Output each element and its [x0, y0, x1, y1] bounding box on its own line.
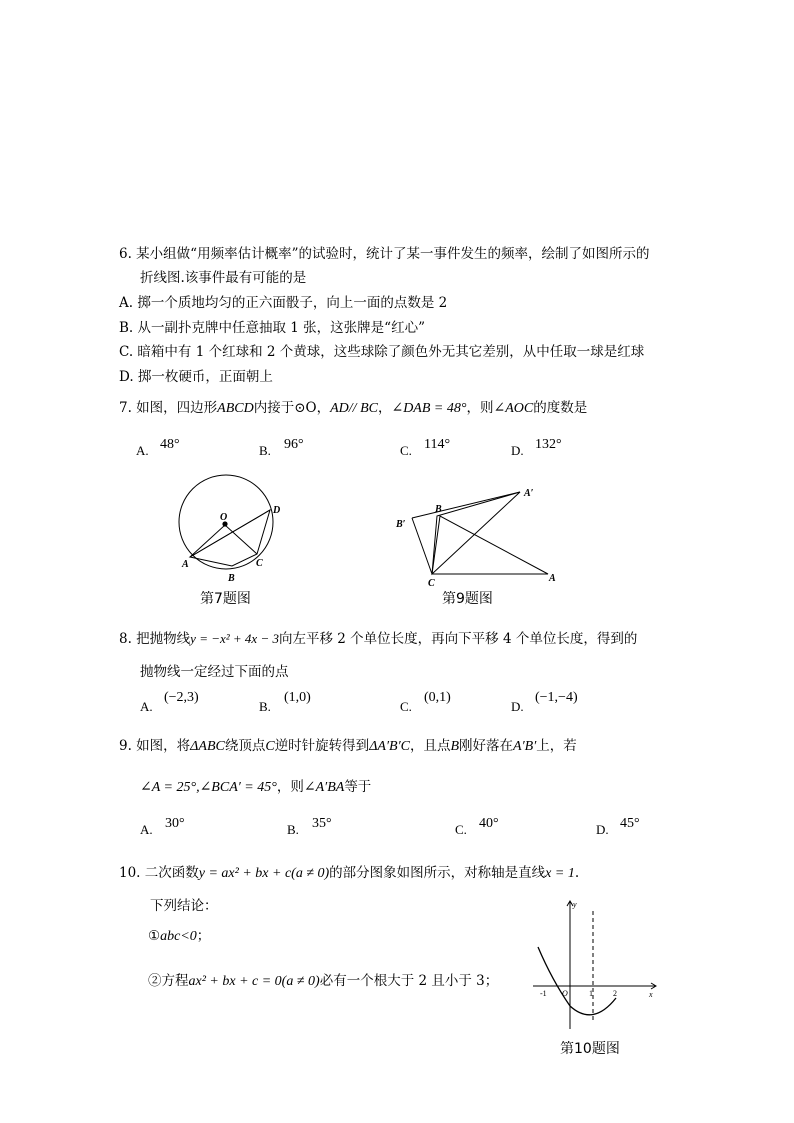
fig10-caption: 第10题图 [560, 1041, 620, 1057]
q7-math-abcd: ABCD [217, 401, 254, 416]
q9-option-a-value: 30° [165, 816, 185, 831]
q9-math-given-angles: ∠A = 25°,∠BCA′ = 45° [140, 780, 277, 795]
q9-line2 [140, 779, 371, 796]
q10-conclusions-label: 下列结论： [150, 898, 218, 914]
figure-7 [170, 470, 290, 588]
q9-option-c-value: 40° [479, 816, 499, 831]
q7-option-a-value: 48° [160, 437, 180, 452]
q9-math-target-angle: ∠A′BA [303, 780, 345, 795]
fig7-label-d: D [273, 505, 281, 516]
q10-c2-num: ②方程 [148, 973, 189, 989]
fig9-segment-bp-ap [412, 492, 520, 518]
q9-mid1: 绕顶点 [224, 738, 266, 754]
q10-prefix: 10. 二次函数 [119, 865, 199, 881]
q7-option-c-letter: C. [400, 443, 412, 458]
fig9-label-c: C [428, 578, 435, 589]
fig7-label-c: C [256, 558, 263, 569]
q8-option-b-letter: B. [259, 699, 271, 714]
q10-math-quadratic: y = ax² + bx + c(a ≠ 0) [198, 866, 330, 881]
q7-option-b-value: 96° [284, 437, 304, 452]
q7-math-parallel: AD// BC [330, 401, 378, 416]
q9-stem [119, 738, 577, 755]
q9-suffix: 上，若 [536, 738, 577, 754]
q9-line2-mid: ，则 [276, 779, 304, 795]
q10-suffix: . [574, 865, 580, 881]
q9-option-d-value: 45° [620, 816, 640, 831]
fig7-label-o: O [220, 512, 228, 523]
q7-prefix: 7. 如图，四边形 [119, 400, 218, 416]
q6-option-d: D. 掷一枚硬币，正面朝上 [119, 369, 273, 385]
q9-prefix: 9. 如图，将 [119, 738, 191, 754]
q7-sep: ， [377, 400, 392, 416]
q8-stem [119, 631, 637, 647]
fig9-caption: 第9题图 [442, 591, 493, 607]
fig9-label-a: A [549, 573, 556, 584]
q7-option-d-value: 132° [535, 437, 562, 452]
q7-suffix: 的度数是 [533, 400, 588, 416]
q6-stem-line2: 折线图.该事件最有可能的是 [140, 270, 307, 286]
figure-9 [390, 480, 570, 590]
q10-c1-end: ； [196, 928, 211, 944]
q10-c2-math: ax² + bx + c = 0(a ≠ 0) [188, 974, 320, 989]
q7-option-b-letter: B. [259, 443, 271, 458]
fig9-label-bp: B′ [396, 519, 406, 530]
figure-10 [528, 895, 663, 1035]
q9-math-triangle-abc: ΔABC [190, 739, 225, 754]
q8-prefix: 8. 把抛物线 [119, 631, 191, 647]
q8-option-d-letter: D. [511, 699, 524, 714]
q8-math-parabola: y = −x² + 4x − 3 [190, 631, 279, 646]
fig10-label-x: x [649, 990, 653, 999]
q10-conclusion-1 [148, 928, 210, 945]
fig7-caption: 第7题图 [200, 591, 251, 607]
q8-option-a-letter: A. [140, 699, 153, 714]
q6-option-b: B. 从一副扑克牌中任意抽取 1 张，这张牌是“红心” [119, 320, 425, 336]
fig9-label-b: B [435, 504, 442, 515]
q7-option-a-letter: A. [136, 443, 149, 458]
q7-option-d-letter: D. [511, 443, 524, 458]
q10-conclusion-2 [148, 973, 498, 990]
fig7-label-b: B [228, 573, 235, 584]
q7-option-c-value: 114° [424, 437, 451, 452]
q9-mid4: 刚好落在 [459, 738, 514, 754]
fig10-label-o: O [562, 989, 568, 998]
fig7-radii [190, 525, 257, 557]
q8-option-a-value: (−2,3) [164, 690, 199, 705]
q9-mid3: ，且点 [409, 738, 451, 754]
q9-math-triangle-rotated: ΔA′B′C [369, 739, 410, 754]
q9-option-a-letter: A. [140, 822, 153, 837]
fig9-label-ap: A′ [524, 488, 534, 499]
fig9-segment-bp-c [412, 518, 432, 574]
q8-line2: 抛物线一定经过下面的点 [140, 664, 289, 680]
q9-math-segment: A′B′ [513, 739, 537, 754]
fig10-parabola [538, 947, 616, 1015]
q8-option-c-letter: C. [400, 699, 412, 714]
fig9-triangle-rotated [432, 492, 520, 574]
q8-option-d-value: (−1,−4) [535, 690, 578, 705]
fig10-label-2: 2 [613, 989, 617, 998]
q8-option-b-value: (1,0) [284, 690, 311, 705]
fig7-label-a: A [182, 559, 189, 570]
fig10-label-y: y [573, 900, 577, 909]
q6-stem-line1: 6. 某小组做“用频率估计概率”的试验时，统计了某一事件发生的频率，绘制了如图所示的 [119, 246, 650, 262]
q7-math-angle-dab: ∠DAB = 48° [391, 401, 467, 416]
q9-math-b: B [450, 739, 460, 754]
q7-math-angle-aoc: ∠AOC [493, 401, 534, 416]
q10-stem [119, 865, 579, 882]
q6-option-c: C. 暗箱中有 1 个红球和 2 个黄球，这些球除了颜色外无其它差别，从中任取一球是红球 [119, 344, 645, 360]
q10-c1-math: abc<0 [160, 929, 197, 944]
q8-option-c-value: (0,1) [424, 690, 451, 705]
q10-c1-num: ① [148, 928, 161, 944]
q9-option-b-value: 35° [312, 816, 332, 831]
q9-option-c-letter: C. [455, 822, 467, 837]
q10-c2-end: 必有一个根大于 2 且小于 3； [319, 973, 499, 989]
fig10-label-neg1: -1 [540, 989, 547, 998]
q10-math-axis: x = 1 [545, 866, 575, 881]
fig9-triangle-original [432, 516, 548, 574]
q9-math-c: C [265, 739, 275, 754]
q9-mid2: 逆时针旋转得到 [274, 738, 370, 754]
q9-line2-suffix: 等于 [344, 779, 372, 795]
q7-stem [119, 400, 587, 417]
q7-mid1: 内接于⊙O， [253, 400, 331, 416]
q7-mid2: ，则 [466, 400, 494, 416]
q8-suffix: 向左平移 2 个单位长度，再向下平移 4 个单位长度，得到的 [278, 631, 638, 647]
q6-option-a: A. 掷一个质地均匀的正六面骰子，向上一面的点数是 2 [119, 295, 448, 311]
q10-mid1: 的部分图象如图所示，对称轴是直线 [329, 865, 546, 881]
q9-option-b-letter: B. [287, 822, 299, 837]
q9-option-d-letter: D. [596, 822, 609, 837]
fig10-label-1: 1 [589, 989, 593, 998]
